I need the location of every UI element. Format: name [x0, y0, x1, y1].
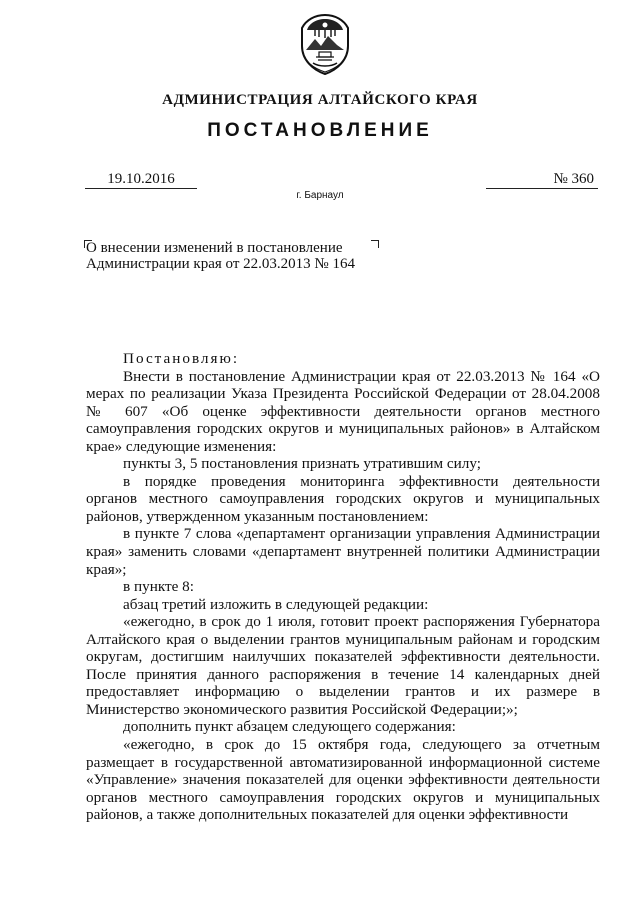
body-paragraph: «ежегодно, в срок до 15 октября года, следующего за отчетным размещает в государственной автоматизированной информационной системе «Управление» значения показателей для оценки эффективности деятельности органов местного самоуправления городских округов и муниципальных районов, а также дополнительных показателей для оценки эффективности	[86, 736, 600, 824]
document-number: № 360	[486, 170, 598, 189]
document-date: 19.10.2016	[85, 170, 197, 189]
body-paragraph: дополнить пункт абзацем следующего содержания:	[123, 718, 456, 736]
document-subject: О внесении изменений в постановление Администрации края от 22.03.2013 № 164	[86, 240, 355, 272]
body-paragraph: Внести в постановление Администрации края от 22.03.2013 № 164 «О мерах по реализации Указа Президента Российской Федерации от 28.04.2008 № 607 «Об оценке эффективности деятельности органов местного самоуправления городских округов и муниципальных районов» в Алтайском крае» следующие изменения:	[86, 367, 600, 455]
coat-of-arms-icon	[297, 12, 353, 76]
body-paragraph: в пункте 7 слова «департамент организации управления Администрации края» заменить словами «департамент внутренней политики Администрации края»;	[86, 525, 600, 578]
resolve-line: Постановляю:	[123, 350, 240, 367]
body-paragraph: в порядке проведения мониторинга эффективности деятельности органов местного самоуправления городских округов и муниципальных районов, утвержденном указанным постановлением:	[86, 472, 600, 525]
document-body	[86, 350, 600, 824]
organization-title: АДМИНИСТРАЦИЯ АЛТАЙСКОГО КРАЯ	[162, 92, 478, 108]
body-paragraph: пункты 3, 5 постановления признать утратившим силу;	[123, 455, 481, 473]
document-type-title: ПОСТАНОВЛЕНИЕ	[207, 120, 433, 141]
body-paragraph: «ежегодно, в срок до 1 июля, готовит проект распоряжения Губернатора Алтайского края о выделении грантов муниципальным районам и городским округам, достигшим наилучших показателей эффективности деятельности. После принятия данного распоряжения в течение 14 календарных дней предоставляет информацию о выделении грантов и их размере в Министерство экономического развития Российской Федерации;»;	[86, 613, 600, 718]
body-paragraph: в пункте 8:	[123, 578, 194, 596]
body-paragraph: абзац третий изложить в следующей редакции:	[123, 595, 429, 613]
document-city: г. Барнаул	[296, 190, 344, 201]
